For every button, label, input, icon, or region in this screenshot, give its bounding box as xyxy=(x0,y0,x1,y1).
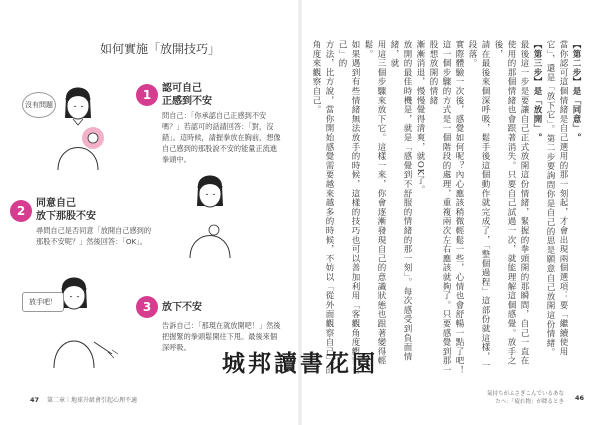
speech-bubble-3: 放手吧！ xyxy=(22,292,64,312)
running-head-line1: 氣持ちがふさぎこんでいるあな xyxy=(486,391,564,397)
paragraph-line: 方法，比方說，當你開始感覺需要越來越多的時候，不妨以「從外面觀察自己」的角度來觀察自己。 xyxy=(311,40,334,375)
person-illustration-3 xyxy=(30,270,120,374)
person-icon xyxy=(170,168,250,260)
paragraph-line: 如果遇到有些情緒無法放手的時候，這樣的技巧也可以善加利用「客觀角度觀察自己」的 xyxy=(337,40,360,375)
step-3-body: 告訴自己：「那現在就放開吧！」然後把握緊的拳頭鬆開往下甩。最後來個深呼吸。 xyxy=(162,321,281,352)
paragraph-line: 這一個步驟的方式是一個階段的處理，重複兩次左右應該就夠了。只要感覺到那一股想放開的情緒 xyxy=(428,40,451,375)
paragraph-line: 請在最後來個深呼吸，鬆手後這個動作就完成了，「整個過程」這部份就這樣，一段落。 xyxy=(467,40,490,371)
publisher-watermark: 城邦讀書花園 xyxy=(222,350,378,377)
step-2-title: 同意自己 放下那股不安 xyxy=(36,198,96,222)
paragraph-line: 最後這一步是要讓自己正式放開這份情緒，緊握的拳頭開的那瞬間，自己一直在 xyxy=(519,40,529,366)
person-illustration-2 xyxy=(170,168,250,264)
vertical-body-text xyxy=(311,40,582,376)
step-3-title: 放下不安 xyxy=(162,302,202,313)
paragraph-line: 漸漸消退，慢慢覺得清爽，就OK了。 xyxy=(415,40,425,195)
person-icon xyxy=(30,270,120,370)
step-2-body: 尋問自己是否同意「放開自己感到的那股不安呢？」然後回答：「OK」。 xyxy=(36,226,152,246)
step-2-badge: 2 xyxy=(10,200,32,222)
page-number-right: 46 xyxy=(574,394,584,402)
paragraph-line: 用這三個步驟來放下它。這樣一來，你會逐漸發現自己的意識狀態也跟著變得輕鬆。 xyxy=(363,40,386,366)
paragraph-line: 使用的那個情緒也會跟著消失。只要自己試過一次，就能理解這個感覺。放手之後， xyxy=(493,40,516,366)
footer-right xyxy=(486,390,584,406)
running-head-line2: たへ：「疲れ物」が降るとき xyxy=(495,399,564,405)
paragraph-line: 實際體驗一次後，感覺如何呢？內心應該稍微輕鬆一些，心情也會舒暢一點了吧！ xyxy=(454,40,464,375)
step-1-badge: 1 xyxy=(136,84,158,106)
step-1-body: 問自己：「你承認自己正感到不安嗎？」若認可的話請回答：「對，沒錯」。這時候，請握拳放在胸前，想像自己感到的那股說不安的能量正流進拳頭中。 xyxy=(162,111,281,164)
step-1-title: 認可自己 正感到不安 xyxy=(162,83,212,107)
footer-left xyxy=(30,395,137,404)
person-icon xyxy=(38,80,118,172)
speech-bubble-1: 沒有問題 xyxy=(22,92,56,118)
paragraph-line: 它」，還是「放下它」。第二步要詢問你是自己的思是願意自己放開這份情緒。 xyxy=(545,40,555,357)
step-3-heading: 【第三步】是「放開」。 xyxy=(532,40,542,143)
section-title: 如何實施「放開技巧」 xyxy=(100,42,221,56)
paragraph-line: 當你認可這個情緒是自己選用的那一刻起，才會出現兩個選項：要「繼續使用 xyxy=(558,40,568,357)
paragraph-line: 放開的最佳時機是，就是「感覺到不舒服的情緒的那一刻」。每次感受到負面情緒，就 xyxy=(389,40,412,362)
step-2-heading: 【第二步】是「同意」。 xyxy=(571,40,581,143)
chapter-title-left: 第二章｜地球升級會引起心理不適 xyxy=(46,397,137,404)
page-number-left: 47 xyxy=(30,396,40,404)
step-3-badge: 3 xyxy=(136,296,158,318)
